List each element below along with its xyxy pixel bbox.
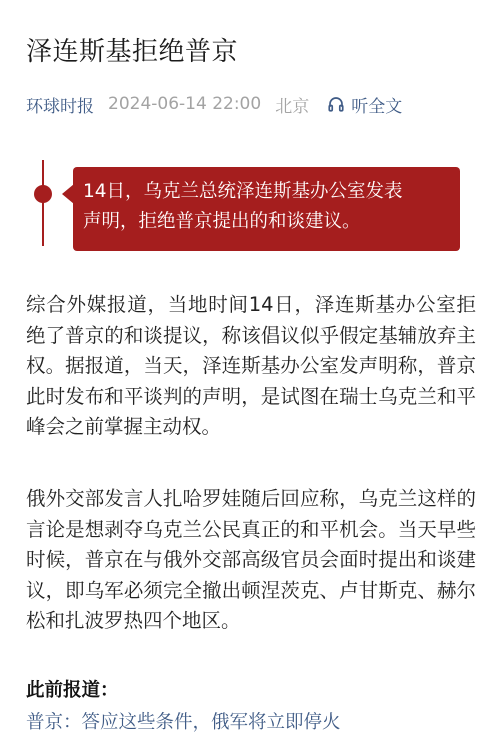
article-title: 泽连斯基拒绝普京 — [26, 37, 239, 67]
source-link[interactable]: 环球时报 — [26, 96, 94, 117]
summary-line-1: 14日，乌克兰总统泽连斯基办公室发表 — [83, 181, 403, 202]
summary-line-2: 声明，拒绝普京提出的和谈建议。 — [83, 211, 361, 232]
article-meta — [26, 90, 402, 118]
previous-report-label: 此前报道： — [26, 680, 119, 701]
summary-timeline-rail — [42, 160, 44, 246]
previous-report-link[interactable]: 普京：答应这些条件，俄军将立即停火 — [26, 712, 341, 733]
publish-location: 北京 — [275, 96, 310, 117]
summary-timeline-dot — [34, 185, 52, 203]
listen-full-text-button[interactable] — [327, 92, 402, 117]
listen-label: 听全文 — [351, 96, 403, 117]
headphones-icon — [327, 95, 345, 113]
body-paragraph-2: 俄外交部发言人扎哈罗娃随后回应称，乌克兰这样的言论是想剥夺乌克兰公民真正的和平机会。当天早些时候，普京在与俄外交部高级官员会面时提出和谈建议，即乌军必须完全撤出顿涅茨克、卢甘斯克、赫尔松和扎波罗热四个地区。 — [26, 487, 476, 632]
publish-datetime: 2024-06-14 22:00 — [108, 94, 262, 114]
body-paragraph-1: 综合外媒报道，当地时间14日，泽连斯基办公室拒绝了普京的和谈提议，称该倡议似乎假定基辅放弃主权。据报道，当天，泽连斯基办公室发声明称，普京此时发布和平谈判的声明，是试图在瑞士乌克兰和平峰会之前掌握主动权。 — [26, 293, 476, 438]
summary-callout — [73, 167, 460, 251]
